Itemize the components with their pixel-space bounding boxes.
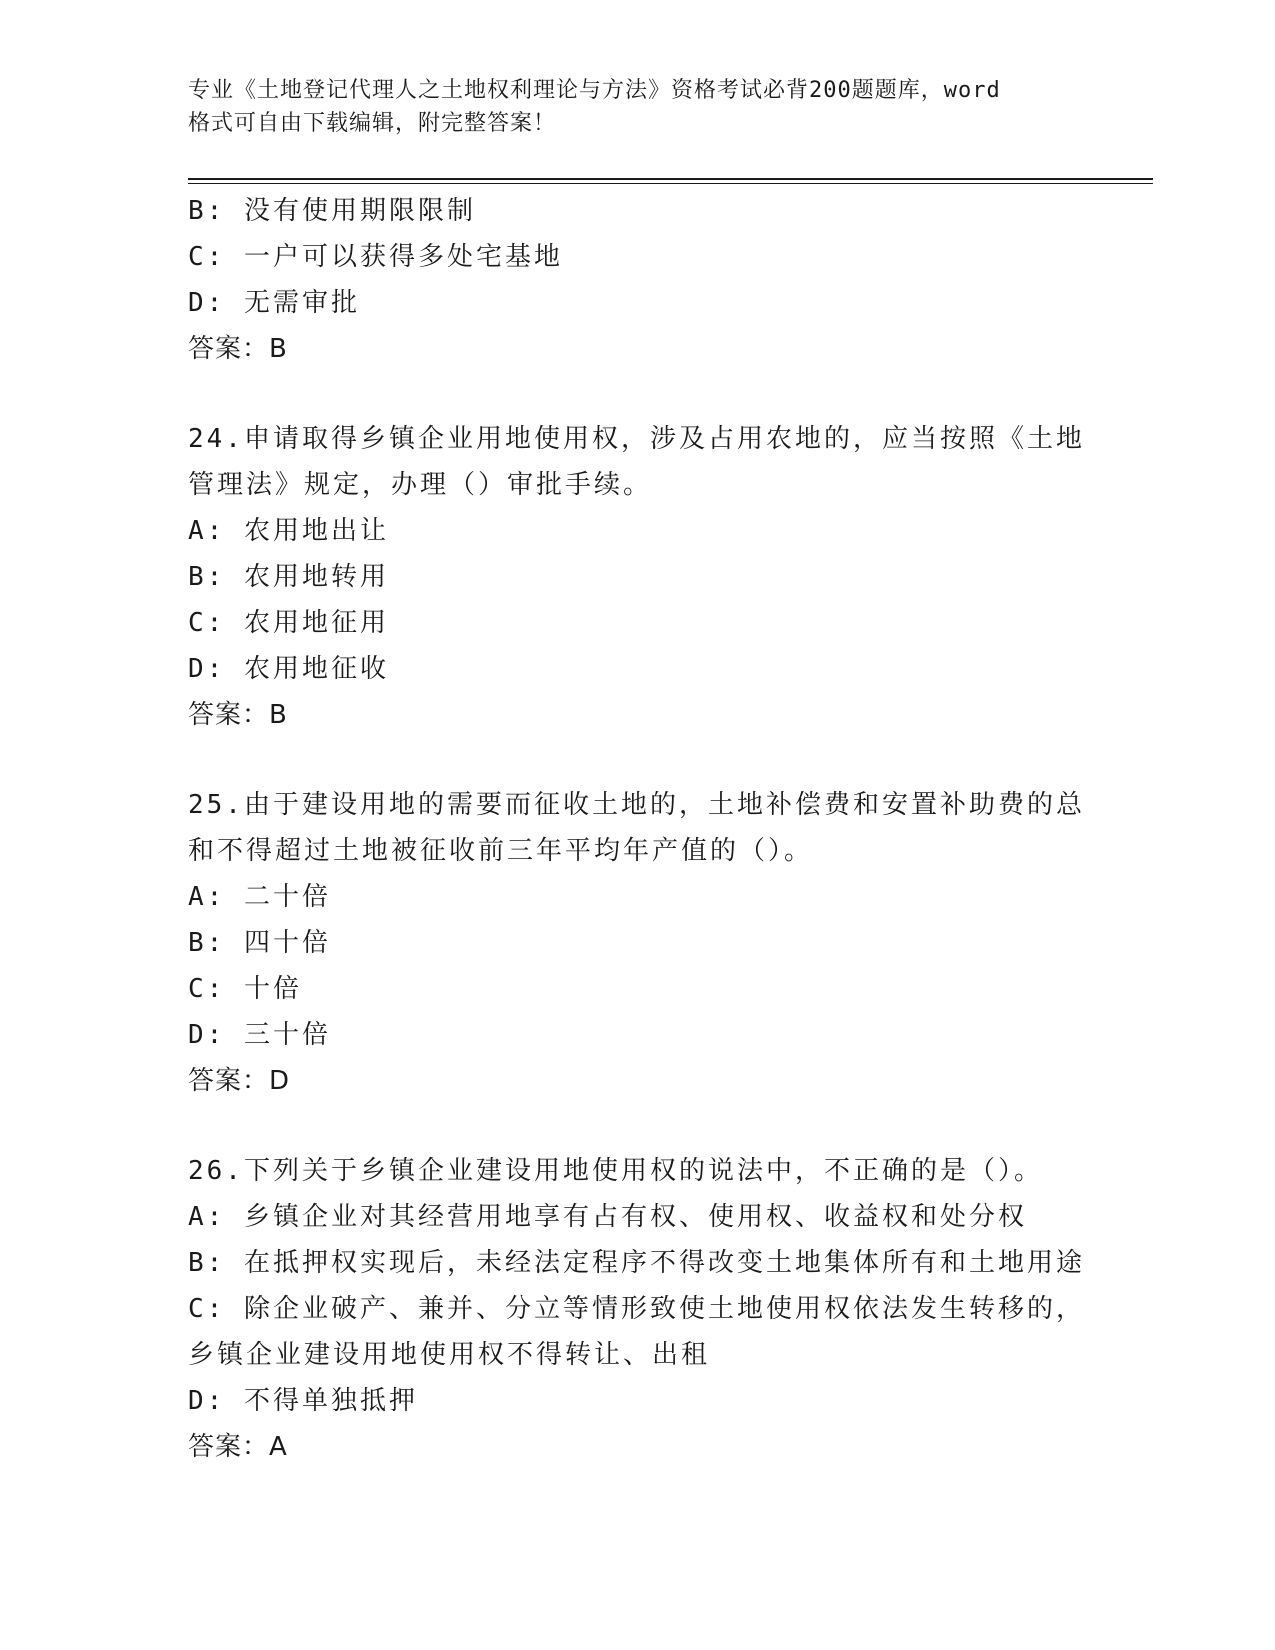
answer: 答案：A [188, 1432, 288, 1462]
option-b: B: 在抵押权实现后，未经法定程序不得改变土地集体所有和土地用途 [188, 1248, 1085, 1278]
question-26 [188, 1148, 1153, 1470]
answer: 答案：D [188, 1066, 291, 1096]
option-b: B: 农用地转用 [188, 562, 389, 592]
question-stem-line-2: 和不得超过土地被征收前三年平均年产值的（）。 [188, 836, 814, 866]
question-stem-line-2: 管理法》规定，办理（）审批手续。 [188, 470, 653, 500]
option-a: A: 二十倍 [188, 882, 331, 912]
option-c: C: 十倍 [188, 974, 302, 1004]
option-b: B: 没有使用期限限制 [188, 196, 476, 226]
header-line-2: 格式可自由下载编辑，附完整答案！ [188, 111, 557, 136]
spacer [188, 372, 1153, 416]
option-d: D: 农用地征收 [188, 654, 389, 684]
answer: 答案：B [188, 334, 288, 364]
spacer [188, 738, 1153, 782]
option-d: D: 无需审批 [188, 288, 360, 318]
header-rule-thin [188, 183, 1153, 184]
spacer [188, 1104, 1153, 1148]
question-stem-line-1: 26.下列关于乡镇企业建设用地使用权的说法中，不正确的是（）。 [188, 1156, 1043, 1186]
question-stem-line-1: 25.由于建设用地的需要而征收土地的，土地补偿费和安置补助费的总 [188, 790, 1085, 820]
option-b: B: 四十倍 [188, 928, 331, 958]
question-24 [188, 416, 1153, 738]
document-page [188, 0, 1153, 1650]
option-a: A: 农用地出让 [188, 516, 389, 546]
option-c: C: 农用地征用 [188, 608, 389, 638]
page-header [188, 74, 1088, 140]
answer: 答案：B [188, 700, 288, 730]
option-c-line-2: 乡镇企业建设用地使用权不得转让、出租 [188, 1340, 711, 1370]
question-stem-line-1: 24.申请取得乡镇企业用地使用权，涉及占用农地的，应当按照《土地 [188, 424, 1085, 454]
option-c: C: 一户可以获得多处宅基地 [188, 242, 563, 272]
option-c-line-1: C: 除企业破产、兼并、分立等情形致使土地使用权依法发生转移的， [188, 1294, 1085, 1324]
question-25 [188, 782, 1153, 1104]
option-d: D: 三十倍 [188, 1020, 331, 1050]
header-line-1: 专业《土地登记代理人之土地权利理论与方法》资格考试必背200题题库，word [188, 78, 1001, 103]
question-list [188, 188, 1153, 1470]
header-rule-thick [188, 178, 1153, 180]
question-23 [188, 188, 1153, 372]
option-a: A: 乡镇企业对其经营用地享有占有权、使用权、收益权和处分权 [188, 1202, 1027, 1232]
option-d: D: 不得单独抵押 [188, 1386, 418, 1416]
